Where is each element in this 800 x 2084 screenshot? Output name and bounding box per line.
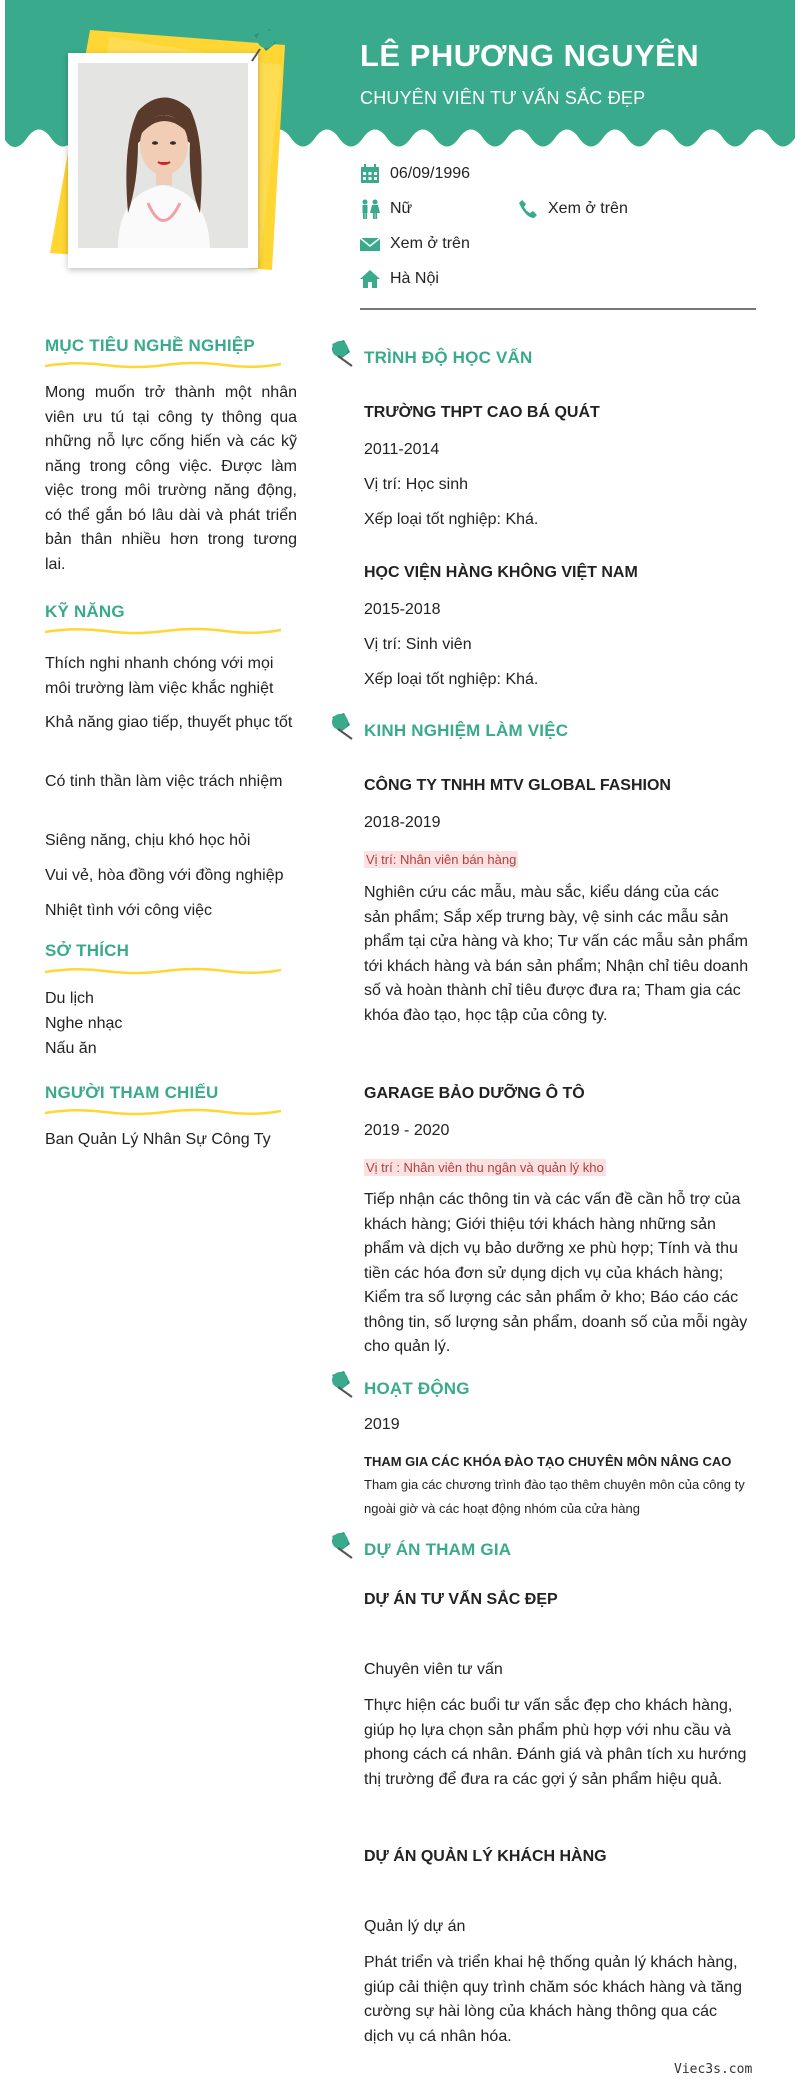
reference-item: Ban Quản Lý Nhân Sự Công Ty <box>45 1131 271 1148</box>
career-goal-text: Mong muốn trở thành một nhân viên ưu tú tại công ty thông qua những nỗ lực cống hiến và các kỹ năng trong công việc. Được làm việc trong môi trường năng động, có thể gắn bó lâu dài và phát triển bản thân nhiều hơn trong tương lai. <box>45 384 297 573</box>
experience-company: GARAGE BẢO DƯỠNG Ô TÔ <box>364 1085 585 1102</box>
experience-company: CÔNG TY TNHH MTV GLOBAL FASHION <box>364 777 671 794</box>
education-school: HỌC VIỆN HÀNG KHÔNG VIỆT NAM <box>364 564 638 581</box>
section-underline <box>45 1107 281 1117</box>
hobby-item: Nghe nhạc <box>45 1015 123 1032</box>
experience-period: 2018-2019 <box>364 814 441 831</box>
skill-item: Siêng năng, chịu khó học hỏi <box>45 832 251 849</box>
phone-icon <box>518 199 538 219</box>
skill-item: Khả năng giao tiếp, thuyết phục tốt <box>45 714 293 731</box>
project-role: Chuyên viên tư vấn <box>364 1661 503 1678</box>
candidate-title: CHUYÊN VIÊN TƯ VẤN SẮC ĐẸP <box>360 88 646 108</box>
envelope-icon <box>360 234 380 254</box>
activity-name: THAM GIA CÁC KHÓA ĐÀO TẠO CHUYÊN MÔN NÂNG CAO <box>364 1454 732 1469</box>
avatar <box>78 63 248 248</box>
hobby-item: Du lịch <box>45 990 94 1007</box>
experience-period: 2019 - 2020 <box>364 1122 450 1139</box>
skills-title: KỸ NĂNG <box>45 602 125 621</box>
experience-description: Nghiên cứu các mẫu, màu sắc, kiểu dáng của các sản phẩm; Sắp xếp trưng bày, vệ sinh các mẫu sản phẩm tại cửa hàng và kho; Tư vấn các mẫu sản phẩm tới khách hàng và bán sản phẩm; Nhận chỉ tiêu doanh số và hoàn thành chỉ tiêu được đưa ra; Tham gia các khóa đào tạo, học tập của công ty. <box>364 884 749 1024</box>
education-title: TRÌNH ĐỘ HỌC VẤN <box>364 348 533 367</box>
birthday-value: 06/09/1996 <box>390 165 471 182</box>
education-period: 2015-2018 <box>364 601 441 618</box>
activity-year: 2019 <box>364 1416 400 1433</box>
project-role: Quản lý dự án <box>364 1918 466 1935</box>
contact-gender <box>360 199 412 219</box>
activity-description: Tham gia các chương trình đào tạo thêm chuyên môn của công ty ngoài giờ và các hoạt động nhóm của cửa hàng <box>364 1477 745 1516</box>
career-goal-title: MỤC TIÊU NGHỀ NGHIỆP <box>45 336 255 355</box>
candidate-name: LÊ PHƯƠNG NGUYÊN <box>360 38 700 73</box>
contact-birthday <box>360 164 470 184</box>
contact-address <box>360 269 439 289</box>
experience-position: Vị trí : Nhân viên thu ngân và quản lý kho <box>366 1160 604 1175</box>
contact-email <box>360 234 470 254</box>
education-school: TRƯỜNG THPT CAO BÁ QUÁT <box>364 404 600 421</box>
pushpin-icon <box>328 338 356 368</box>
project-name: DỰ ÁN TƯ VẤN SẮC ĐẸP <box>364 1591 558 1608</box>
projects-title: DỰ ÁN THAM GIA <box>364 1540 512 1559</box>
hobbies-title: SỞ THÍCH <box>45 941 130 960</box>
activities-title: HOẠT ĐỘNG <box>364 1379 470 1398</box>
section-underline <box>45 360 281 370</box>
education-position: Vị trí: Học sinh <box>364 476 469 493</box>
address-value: Hà Nội <box>390 270 439 287</box>
pushpin-icon <box>328 711 356 741</box>
gender-value: Nữ <box>390 200 413 217</box>
contact-phone <box>518 199 628 219</box>
profile-photo-area <box>50 25 300 275</box>
project-description: Phát triển và triển khai hệ thống quản lý khách hàng, giúp cải thiện quy trình chăm sóc khách hàng và tăng cường sự hài lòng của khách hàng thông qua các dịch vụ cá nhân hóa. <box>364 1954 743 2045</box>
phone-value: Xem ở trên <box>548 200 628 217</box>
references-title: NGƯỜI THAM CHIẾU <box>45 1083 219 1102</box>
experience-position: Vị trí: Nhân viên bán hàng <box>366 852 517 867</box>
calendar-icon <box>360 164 380 184</box>
education-position: Vị trí: Sinh viên <box>364 636 472 653</box>
experience-description: Tiếp nhận các thông tin và các vấn đề cần hỗ trợ của khách hàng; Giới thiệu tới khách hàng những sản phẩm và dịch vụ bảo dưỡng xe phù hợp; Tính và thu tiền các hóa đơn sử dụng dịch vụ của khách hàng; Kiểm tra số lượng các sản phẩm ở kho; Báo cáo các thông tin, số lượng sản phẩm, doanh số của mỗi ngày cho quản lý. <box>364 1191 748 1355</box>
pushpin-icon <box>328 1530 356 1560</box>
project-name: DỰ ÁN QUẢN LÝ KHÁCH HÀNG <box>364 1848 607 1865</box>
photo-frame <box>68 53 258 268</box>
education-grade: Xếp loại tốt nghiệp: Khá. <box>364 671 539 688</box>
header-divider <box>360 308 756 310</box>
section-underline <box>45 966 281 976</box>
section-underline <box>45 626 281 636</box>
hobby-item: Nấu ăn <box>45 1040 97 1057</box>
experience-title: KINH NGHIỆM LÀM VIỆC <box>364 721 569 740</box>
skill-item: Nhiệt tình với công việc <box>45 902 213 919</box>
skill-item: Vui vẻ, hòa đồng với đồng nghiệp <box>45 867 284 884</box>
education-period: 2011-2014 <box>364 441 440 458</box>
gender-icon <box>360 199 380 219</box>
skill-item: Thích nghi nhanh chóng với mọi môi trường làm việc khắc nghiệt <box>45 655 274 697</box>
watermark: Viec3s.com <box>674 2062 753 2077</box>
skill-item: Có tinh thần làm việc trách nhiệm <box>45 773 283 790</box>
email-value: Xem ở trên <box>390 235 470 252</box>
pushpin-icon <box>246 25 282 65</box>
education-grade: Xếp loại tốt nghiệp: Khá. <box>364 511 539 528</box>
home-icon <box>360 269 380 289</box>
pushpin-icon <box>328 1369 356 1399</box>
project-description: Thực hiện các buổi tư vấn sắc đẹp cho khách hàng, giúp họ lựa chọn sản phẩm phù hợp với nhu cầu và phong cách cá nhân. Đánh giá và phân tích xu hướng thị trường để đưa ra các gợi ý sản phẩm hiệu quả. <box>364 1697 747 1788</box>
